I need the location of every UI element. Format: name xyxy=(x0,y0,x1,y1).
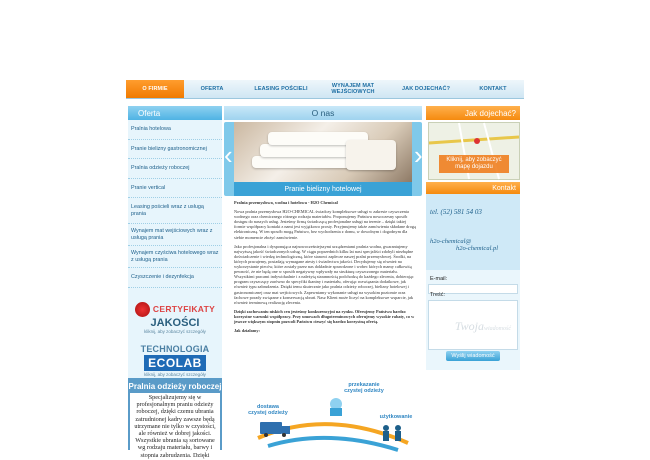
directions-heading: Jak dojechać? xyxy=(426,106,520,120)
menu-item-leasing-poscieli[interactable]: Leasing pościeli wraz z usługą prania xyxy=(128,198,222,224)
basket-icon xyxy=(330,408,342,416)
contact-form xyxy=(426,270,520,370)
menu-item-wynajem-czysciwa[interactable]: Wynajem czyściwa hotelowego wraz z usługą prania xyxy=(128,246,222,268)
menu-item-bielizna-gastronomiczna[interactable]: Pranie bielizny gastronomicznej xyxy=(128,140,222,160)
nav-jak-dojechac[interactable]: JAK DOJECHAĆ? xyxy=(401,86,451,92)
how-we-work-title: Jak działamy: xyxy=(234,328,260,334)
message-field-label: Treść: xyxy=(430,292,446,298)
phone-number: tel. (52) 581 54 03 xyxy=(430,208,482,216)
certificate-seal-icon xyxy=(135,302,150,317)
map-thumbnail[interactable] xyxy=(428,122,520,180)
nav-o-firmie[interactable]: O FIRMIE xyxy=(126,80,184,98)
site-container xyxy=(126,0,524,459)
contact-heading: Kontakt xyxy=(426,182,520,194)
nav-leasing-poscieli[interactable]: LEASING POŚCIELI xyxy=(254,86,308,92)
right-sidebar xyxy=(426,120,520,450)
slider-prev-arrow-icon[interactable]: ‹ xyxy=(224,140,233,170)
truck-cab-icon xyxy=(282,426,290,434)
cert-line2: JAKOŚCI xyxy=(150,316,200,329)
wheel-icon xyxy=(264,433,268,437)
truck-icon xyxy=(260,422,282,434)
promo-text: Specjalizujemy się w profesjonalnym praniu odzieży roboczej, dzięki czemu ubrania zatrudnionej kadry zawsze będą utrzymane nie tylko w czystości, ale również w dobrej jakości. Wszystkie ubrania są sortowane wg rodzaju materiału, barwy i stopnia zabrudzenia. Dzięki xyxy=(130,393,220,460)
worker-icon xyxy=(383,425,389,431)
slider-image xyxy=(234,122,412,182)
email-address[interactable] xyxy=(430,238,498,252)
map-marker-icon xyxy=(474,138,480,144)
main-content xyxy=(224,120,422,450)
worker-body-icon xyxy=(395,431,401,441)
step-delivery-label: dostawa czystej odzieży xyxy=(248,404,288,416)
step-handover-label: przekazanie czystej odzieży xyxy=(344,382,384,394)
menu-item-pralnia-hotelowa[interactable]: Pralnia hotelowa xyxy=(128,120,222,140)
about-text xyxy=(234,200,416,337)
paragraph: Nowa pralnia przemysłowa H2O-CHEMICAL świadczy kompleksowe usługi w zakresie czyszczenia wodnego oraz chemicznego różnego rodzaju materiałów. Proponujemy Państwu nowoczesny sposób dostępu do naszych usług. Jesteśmy firmą świadczącą profesjonalne usługi na terenie – dzięki takiej formie współpracy kontakt z nami jest wyjątkowo prosty. Przyjmujemy także zamówienia składane drogą elektroniczną. W ten sposób mogą Państwo, bez wychodzenia z domu, w dowolnym i dogodnym dla siebie momencie złożyć zamówienie. xyxy=(234,209,416,240)
send-button[interactable]: Wyślij wiadomość xyxy=(446,351,500,361)
message-field[interactable] xyxy=(428,300,518,350)
email-field-label: E-mail: xyxy=(430,276,448,282)
menu-item-czyszczenie[interactable]: Czyszczenie i dezynfekcja xyxy=(128,268,222,288)
menu-item-pranie-vertical[interactable]: Pranie vertical xyxy=(128,179,222,199)
worker-icon xyxy=(395,425,401,431)
promo-box xyxy=(128,378,222,459)
towel-shape xyxy=(346,140,396,170)
menu-item-wynajem-mat[interactable]: Wynajem mat wejściowych wraz z usługą prania xyxy=(128,224,222,246)
step-usage-label: użytkowanie xyxy=(379,414,413,420)
oferta-heading: Oferta xyxy=(128,106,222,120)
ecolab-logo: ECOLAB xyxy=(144,355,206,371)
promo-title: Pralnia odzieży roboczej xyxy=(128,382,222,391)
cert-note: kliknij, aby zobaczyć szczegóły xyxy=(144,328,206,334)
process-arc xyxy=(268,438,398,450)
paragraph-bold: Dzięki zachowaniu niskich cen jesteśmy konkurencyjni na rynku. Oferujemy Państwu bardzo korzystne warunki współpracy. Przy umowach długoterminowych oferujemy wysokie rabaty, co w jeszcze większym stopniu pozwoli Państwu cieszyć się bardzo korzystną ofertą. xyxy=(234,308,415,324)
message-placeholder: Twojawiadomość xyxy=(454,319,511,333)
article-title: Pralnia przemysłowa, wodna i hotelowa - H2O Chemical xyxy=(234,200,338,205)
main-nav xyxy=(126,80,524,99)
email-line2: h2o-chemical.pl xyxy=(456,245,499,252)
map-road xyxy=(429,137,519,143)
about-heading: O nas xyxy=(224,106,422,120)
certificates-banner[interactable] xyxy=(132,302,218,334)
slider-next-arrow-icon[interactable]: › xyxy=(414,140,423,170)
image-slider xyxy=(224,122,422,196)
menu-item-odziez-robocza[interactable]: Pralnia odzieży roboczej xyxy=(128,159,222,179)
worker-body-icon xyxy=(383,431,389,441)
tech-line1: TECHNOLOGIA xyxy=(140,343,210,354)
map-note[interactable]: Kliknij, aby zobaczyć mapę dojazdu xyxy=(439,155,509,173)
paragraph: Jako profesjonalna i dysponująca najnowocześniejszymi urządzeniami pralnia wodna, gwarantujemy najwyższą jakość świadczonych usług. W ciągu poprzednich kilku lat nasi specjaliści zdobyli niezbędne doświadczenie i wiedzę technologiczną, które stanowi zaplecze naszej pralni przemysłowej. Środki, na których pracujemy, posiadają wymagane atesty i świadectwa jakości. Decydujemy się również na wykorzystanie pieców, które zostały przez nas dokładnie sprawdzone i wobec których mamy całkowitą pewność, że nie będą one w sposób negatywny wpływały na strukturę czyszczonego materiału. Wszystkimi pracami indywidualnie i z należytą starannością podchodzą do każdego zlecenia, dobierając program czyszczący zarówno do specyfiki tkaniny i materiału, oferując rozwiązania dodatkowe, jak również typu zabrudzenia. Dzięki temu skutecznie jako pralnia odzieży roboczej, bielizny hotelowej i gastronomicznej oraz mat wejściowych. Zapewniamy wykonanie usługi na wysokim poziomie oraz fachowe porady związane z konserwacją ubrań. Nasz Klient może liczyć na kompleksowe wsparcie, jak również terminową realizację zlecenia. xyxy=(234,243,414,305)
nav-wynajem-mat[interactable]: WYNAJEM MAT WEJŚCIOWYCH xyxy=(331,83,375,95)
ecolab-banner[interactable] xyxy=(132,344,218,377)
slider-caption: Pranie bielizny hotelowej xyxy=(234,182,412,196)
email-line1: h2o-chemical@ xyxy=(430,238,472,245)
process-diagram xyxy=(238,382,416,450)
cert-line1: CERTYFIKATY xyxy=(152,303,216,314)
nav-kontakt[interactable]: KONTAKT xyxy=(479,86,507,92)
wheel-icon xyxy=(282,433,286,437)
nav-oferta[interactable]: OFERTA xyxy=(200,86,224,92)
left-sidebar xyxy=(128,120,222,459)
tech-note: kliknij, aby zobaczyć szczegóły xyxy=(144,371,206,377)
